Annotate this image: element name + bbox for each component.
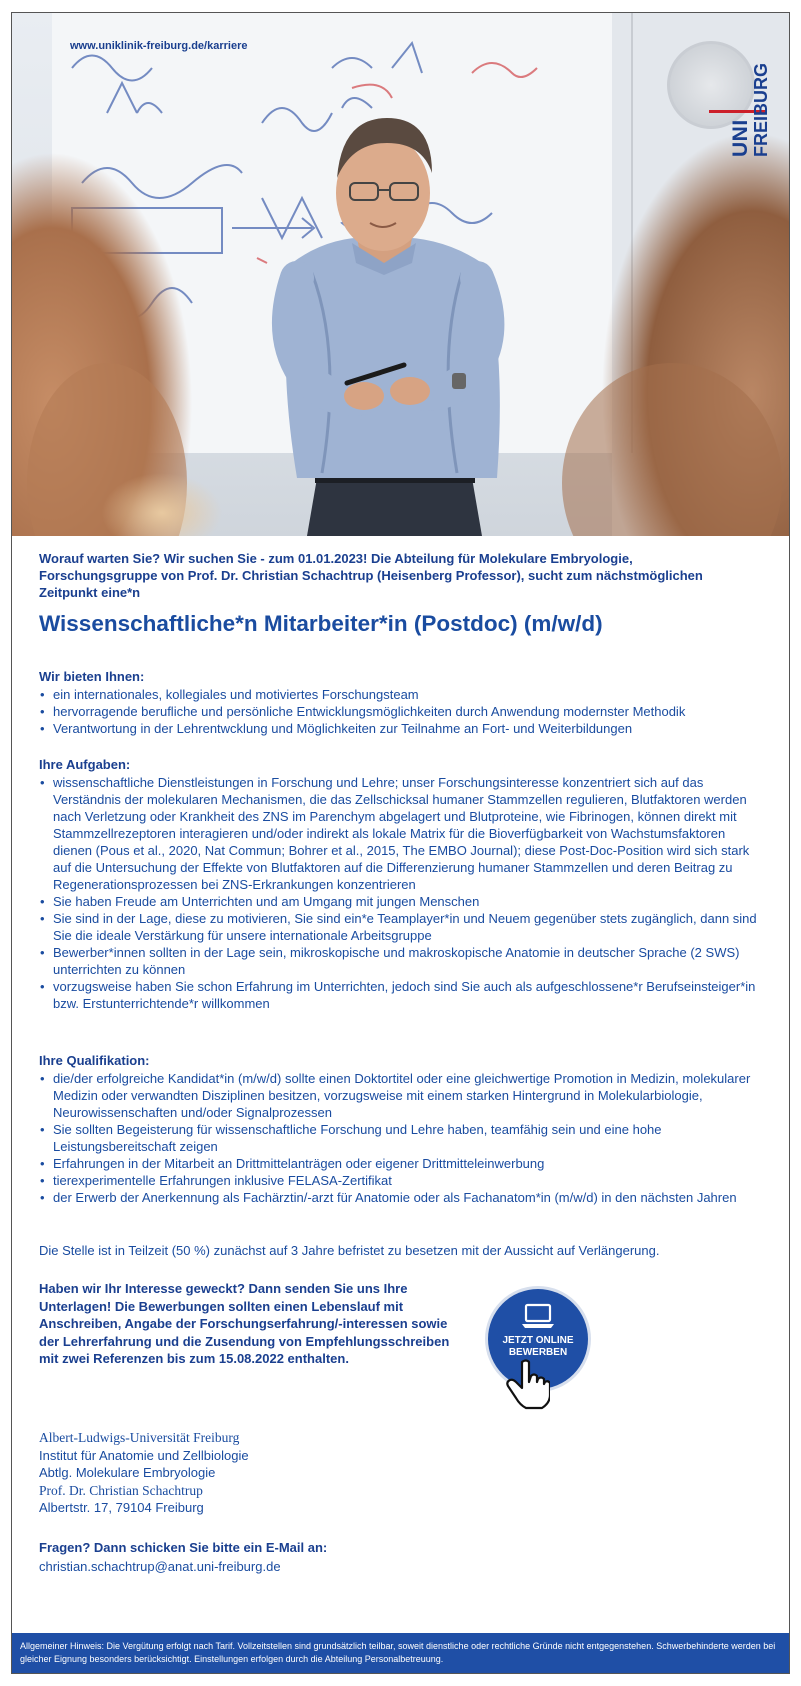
- bullet-icon: •: [40, 1071, 45, 1086]
- bullet-icon: •: [40, 911, 45, 926]
- bullet-icon: •: [40, 945, 45, 960]
- list-item: • wissenschaftliche Dienstleistungen in Forschung und Lehre; unser Forschungsinteresse konzentriert sich auf das Verständnis der molekularen Mechanismen, die das Zellschicksal humaner Stammzellen regulieren, Blutfaktoren werden nach Verletzung oder Krankheit des ZNS im Parenchym abgelagert und Blutproteine, wie Fibrinogen, können direkt mit Stammzellrezeptoren interagieren und/oder indirekt als lokale Matrix für die Bioverfügbarkeit von Wachstumsfaktoren dienen (Pous et al., 2020, Nat Commun; Bohrer et al., 2015, The EMBO Journal); diese Post-Doc-Position wird sich stark auf die Untersuchung der Effekte von Blutfaktoren auf die Differenzierung humaner Stammzellen und deren Beitrag zu Regenerationsprozessen bei ZNS-Erkrankungen konzentrieren: [40, 775, 750, 892]
- postal-address: [39, 1429, 249, 1517]
- questions-heading: Fragen? Dann schicken Sie bitte ein E-Mail an:: [39, 1540, 328, 1555]
- list-item: • hervorragende berufliche und persönliche Entwicklungsmöglichkeiten durch Anwendung modernster Methodik: [40, 704, 686, 719]
- tasks-heading: Ihre Aufgaben:: [39, 757, 131, 772]
- list-item: • der Erwerb der Anerkennung als Fachärztin/-arzt für Anatomie oder als Fachanatom*in (m/w/d) in den nächsten Jahren: [40, 1190, 737, 1205]
- address-contact-person: Prof. Dr. Christian Schachtrup: [39, 1482, 203, 1498]
- legal-footer: [12, 1633, 789, 1673]
- application-call-text: Haben wir Ihr Interesse geweckt? Dann senden Sie uns Ihre Unterlagen! Die Bewerbungen sollten einen Lebenslauf mit Anschreiben, Angabe der Forschungserfahrung/-interessen sowie der Lehrerfahrung und die Zusendung von Empfehlungsschreiben mit zwei Referenzen bis zum 15.08.2022 enthalten.: [39, 1281, 450, 1366]
- offer-list: [39, 686, 759, 737]
- list-item: • die/der erfolgreiche Kandidat*in (m/w/d) sollte einen Doktortitel oder eine gleichwertige Promotion in Medizin, molekularer Medizin oder verwandten Disziplinen besitzen, vorzugsweise mit einem starken Hintergrund in Molekularbiologie, Neurowissenschaften und/oder Signalprozessen: [40, 1071, 751, 1120]
- list-item: • vorzugsweise haben Sie schon Erfahrung im Unterrichten, jedoch sind Sie auch als aufgeschlossene*r Berufseinsteiger*in bzw. Erstunterrichtende*r willkommen: [40, 979, 756, 1011]
- list-item: • Verantwortung in der Lehrentwcklung und Möglichkeiten zur Teilnahme an Fort- und Weiterbildungen: [40, 721, 633, 736]
- pointing-hand-icon: [502, 1358, 550, 1410]
- address-street: Albertstr. 17, 79104 Freiburg: [39, 1500, 204, 1515]
- offer-heading: Wir bieten Ihnen:: [39, 669, 145, 684]
- list-item: • tierexperimentelle Erfahrungen inklusive FELASA-Zertifikat: [40, 1173, 392, 1188]
- bullet-icon: •: [40, 721, 45, 736]
- logo-uni-text: UNI: [729, 119, 752, 157]
- list-item: • Sie sind in der Lage, diese zu motivieren, Sie sind ein*e Teamplayer*in und Neuem gegenüber stets zugänglich, dann sind Sie die ideale Verstärkung für unsere internationale Arbeitsgruppe: [40, 911, 757, 943]
- contact-email-link[interactable]: christian.schachtrup@anat.uni-freiburg.de: [39, 1559, 281, 1574]
- bullet-icon: •: [40, 1190, 45, 1205]
- qualification-list: [39, 1070, 759, 1206]
- logo-wordmark: [727, 59, 771, 157]
- tasks-section: [39, 756, 759, 1012]
- list-item: • Bewerber*innen sollten in der Lage sein, mikroskopische und makroskopische Anatomie in deutscher Sprache (2 SWS) unterrichten zu können: [40, 945, 740, 977]
- job-title: Wissenschaftliche*n Mitarbeiter*in (Postdoc) (m/w/d): [39, 611, 603, 636]
- intro-text: Worauf warten Sie? Wir suchen Sie - zum 01.01.2023! Die Abteilung für Molekulare Embryologie, Forschungsgruppe von Prof. Dr. Christian Schachtrup (Heisenberg Professor), sucht zum nächstmöglichen Zeitpunkt eine*n: [39, 551, 703, 600]
- career-url[interactable]: www.uniklinik-freiburg.de/karriere: [70, 40, 248, 52]
- bullet-icon: •: [40, 775, 45, 790]
- list-item: • Sie sollten Begeisterung für wissenschaftliche Forschung und Lehre haben, teamfähig sein und eine hohe Leistungsbereitschaft zeigen: [40, 1122, 662, 1154]
- list-item: • ein internationales, kollegiales und motiviertes Forschungsteam: [40, 687, 419, 702]
- bullet-icon: •: [40, 1156, 45, 1171]
- qualification-section: [39, 1052, 759, 1206]
- list-item: • Erfahrungen in der Mitarbeit an Drittmittelanträgen oder eigener Drittmitteleinwerbung: [40, 1156, 545, 1171]
- bullet-icon: •: [40, 1173, 45, 1188]
- offer-section: [39, 668, 759, 737]
- employment-terms: Die Stelle ist in Teilzeit (50 %) zunächst auf 3 Jahre befristet zu besetzen mit der Aussicht auf Verlängerung.: [39, 1243, 660, 1258]
- laptop-icon: [522, 1303, 554, 1329]
- qualification-heading: Ihre Qualifikation:: [39, 1053, 150, 1068]
- list-item: • Sie haben Freude am Unterrichten und am Umgang mit jungen Menschen: [40, 894, 480, 909]
- bullet-icon: •: [40, 979, 45, 994]
- logo-freiburg-text: FREIBURG: [751, 63, 771, 157]
- bullet-icon: •: [40, 687, 45, 702]
- bullet-icon: •: [40, 704, 45, 719]
- apply-button-label: JETZT ONLINE BEWERBEN: [502, 1335, 574, 1358]
- bullet-icon: •: [40, 1122, 45, 1137]
- hero-photo: [12, 13, 789, 536]
- address-university: Albert-Ludwigs-Universität Freiburg: [39, 1430, 240, 1445]
- bullet-icon: •: [40, 894, 45, 909]
- university-logo: [667, 41, 777, 157]
- tasks-list: [39, 774, 759, 1012]
- address-institute: Institut für Anatomie und Zellbiologie: [39, 1447, 249, 1463]
- address-department: Abtlg. Molekulare Embryologie: [39, 1465, 216, 1480]
- legal-note: Allgemeiner Hinweis: Die Vergütung erfolgt nach Tarif. Vollzeitstellen sind grundsätzlich teilbar, soweit dienstliche oder rechtliche Gründe nicht entgegenstehen. Schwerbehinderte werden bei gleicher Eignung besonders berücksichtigt. Einstellungen erfolgen durch die Abteilung Personalbetreuung.: [20, 1641, 776, 1664]
- job-advert: [11, 12, 790, 1674]
